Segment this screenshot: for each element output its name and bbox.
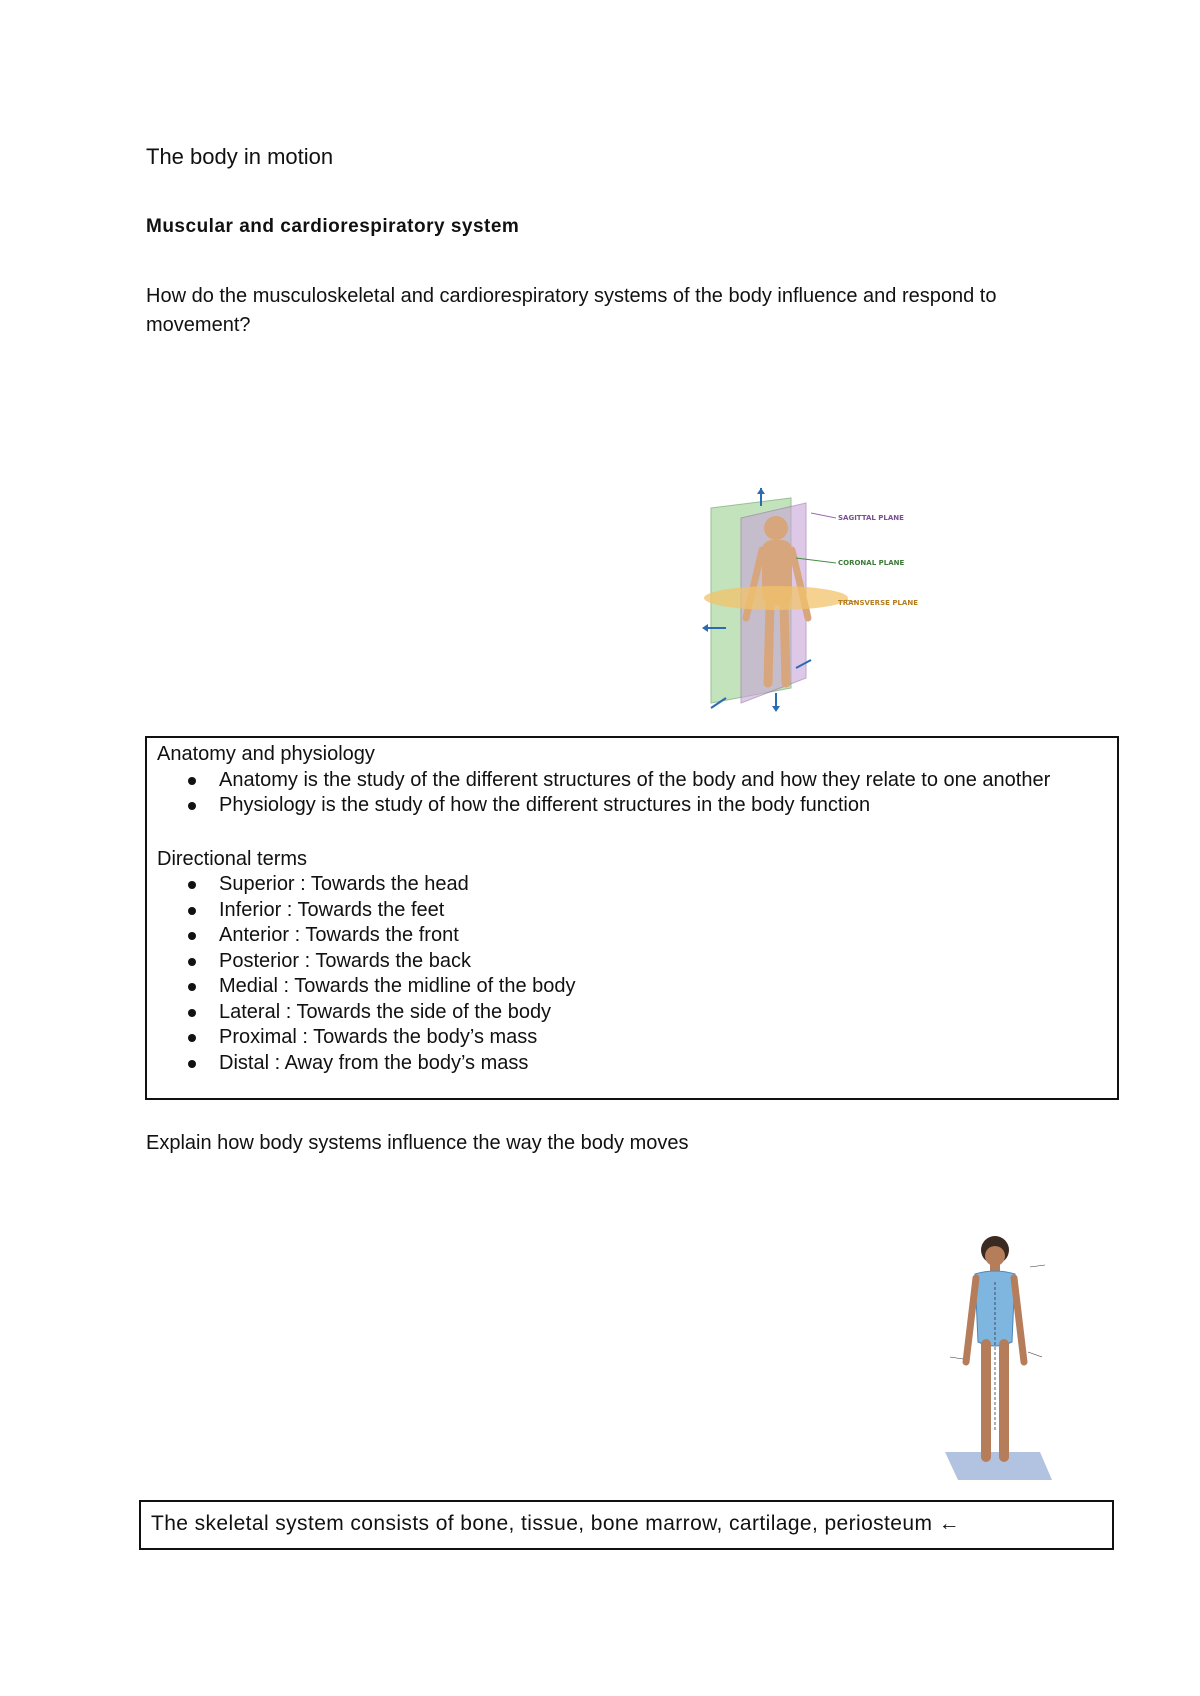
list-item: Proximal : Towards the body’s mass bbox=[219, 1025, 1107, 1051]
list-item: Superior : Towards the head bbox=[219, 872, 1107, 898]
directional-terms-title: Directional terms bbox=[157, 847, 308, 870]
skeletal-system-box: The skeletal system consists of bone, tissue, bone marrow, cartilage, periosteum ← bbox=[139, 1500, 1114, 1550]
sagittal-label: SAGITTAL PLANE bbox=[838, 514, 904, 522]
anatomy-list bbox=[157, 768, 1107, 819]
body-planes-figure bbox=[696, 488, 918, 718]
directional-terms-list bbox=[157, 872, 1107, 1076]
list-item: Distal : Away from the body’s mass bbox=[219, 1051, 1107, 1077]
explain-prompt: Explain how body systems influence the way the body moves bbox=[146, 1132, 689, 1154]
list-item: Posterior : Towards the back bbox=[219, 949, 1107, 975]
section-heading: Muscular and cardiorespiratory system bbox=[146, 216, 520, 237]
anatomical-position-figure bbox=[930, 1232, 1065, 1482]
coronal-label: CORONAL PLANE bbox=[838, 559, 905, 567]
list-item: Anatomy is the study of the different structures of the body and how they relate to one another bbox=[219, 768, 1107, 794]
list-item: Medial : Towards the midline of the body bbox=[219, 974, 1107, 1000]
list-item: Lateral : Towards the side of the body bbox=[219, 1000, 1107, 1026]
list-item: Anterior : Towards the front bbox=[219, 923, 1107, 949]
list-item: Inferior : Towards the feet bbox=[219, 898, 1107, 924]
list-item: Physiology is the study of how the different structures in the body function bbox=[219, 793, 1107, 819]
document-title: The body in motion bbox=[146, 144, 334, 169]
transverse-label: TRANSVERSE PLANE bbox=[838, 599, 918, 607]
anatomy-box bbox=[145, 736, 1119, 1100]
guiding-question: How do the musculoskeletal and cardiorespiratory systems of the body influence and respond to movement? bbox=[146, 285, 997, 336]
anatomy-physiology-title: Anatomy and physiology bbox=[157, 743, 375, 765]
